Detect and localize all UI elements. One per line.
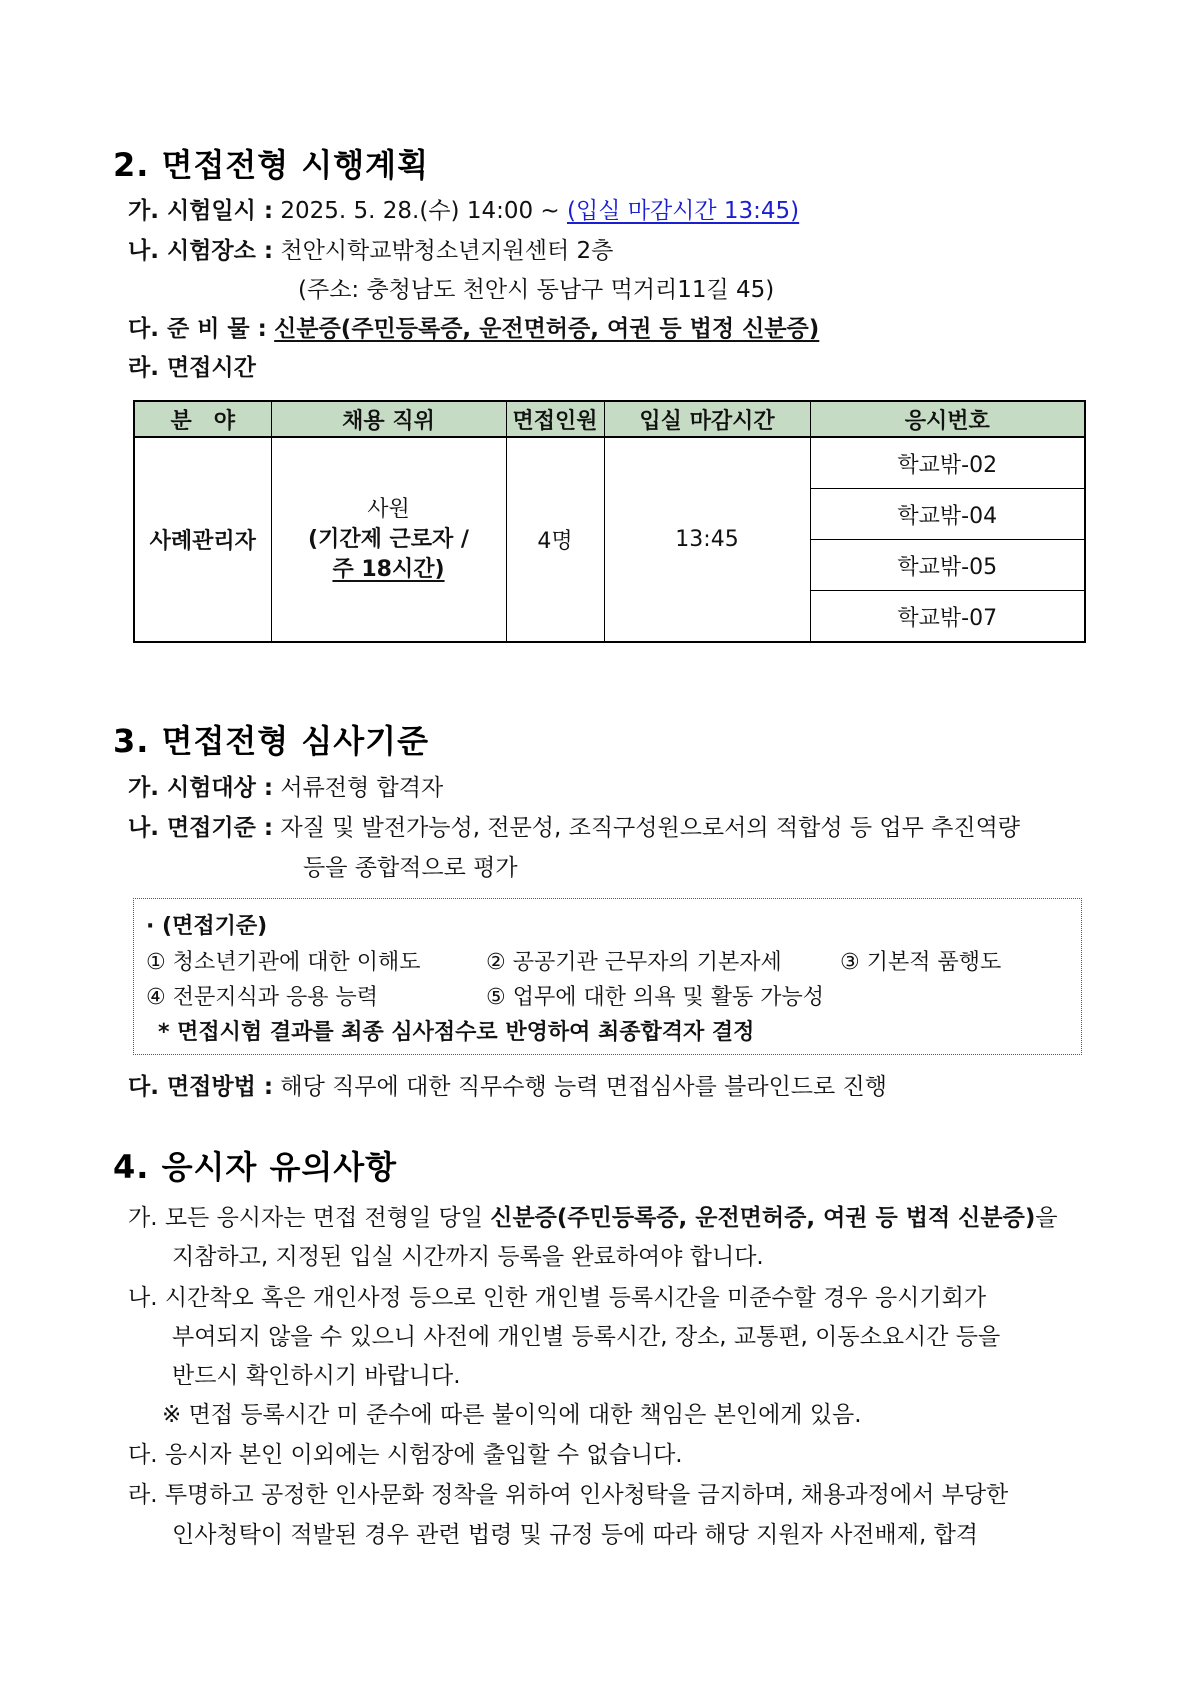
interview-method-label: 다. 면접방법 : <box>128 1074 274 1100</box>
notice-a-line1 <box>128 1203 1058 1233</box>
header-deadline: 입실 마감시간 <box>604 401 810 437</box>
exam-venue-line <box>128 236 613 266</box>
exam-date-value: 2025. 5. 28.(수) 14:00 ~ <box>280 198 567 224</box>
notice-b-line2: 부여되지 않을 수 있으니 사전에 개인별 등록시간, 장소, 교통편, 이동소요시간 등을 <box>172 1324 1001 1350</box>
criteria-item-4: ④ 전문지식과 응용 능력 <box>146 985 378 1010</box>
criteria-item-2: ② 공공기관 근무자의 기본자세 <box>486 950 782 975</box>
exam-date-label: 가. 시험일시 : <box>128 198 274 224</box>
table-header-row <box>134 401 1085 437</box>
notice-a-suffix: 을 <box>1035 1205 1058 1231</box>
prep-items-value: 신분증(주민등록증, 운전면허증, 여권 등 법정 신분증) <box>274 316 820 342</box>
interview-method-value: 해당 직무에 대한 직무수행 능력 면접심사를 블라인드로 진행 <box>280 1074 887 1100</box>
interview-method-line <box>128 1072 887 1102</box>
header-count: 면접인원 <box>506 401 604 437</box>
notice-d-line2: 인사청탁이 적발된 경우 관련 법령 및 규정 등에 따라 해당 지원자 사전배제, 합격 <box>172 1522 979 1548</box>
interview-time-label: 라. 면접시간 <box>128 355 256 381</box>
exam-date-line <box>128 196 799 226</box>
cell-exam-number: 학교밖-05 <box>810 540 1085 591</box>
criteria-item-1: ① 청소년기관에 대한 이해도 <box>146 950 421 975</box>
section3-title: 3. 면접전형 심사기준 <box>113 722 429 760</box>
criteria-note: * 면접시험 결과를 최종 심사점수로 반영하여 최종합격자 결정 <box>158 1020 755 1045</box>
position-line1: 사원 <box>367 496 410 522</box>
criteria-box-heading: · (면접기준) <box>146 914 268 939</box>
position-line2: (기간제 근로자 / <box>308 526 469 552</box>
exam-target-label: 가. 시험대상 : <box>128 775 274 801</box>
notice-c-line1: 다. 응시자 본인 이외에는 시험장에 출입할 수 없습니다. <box>128 1442 683 1468</box>
cell-deadline: 13:45 <box>604 437 810 642</box>
position-line3: 주 18시간) <box>332 556 445 582</box>
criteria-item-3: ③ 기본적 품행도 <box>840 950 1002 975</box>
section2-title: 2. 면접전형 시행계획 <box>113 146 429 184</box>
exam-venue-address: (주소: 충청남도 천안시 동남구 먹거리11길 45) <box>298 277 775 303</box>
notice-b-line1: 나. 시간착오 혹은 개인사정 등으로 인한 개인별 등록시간을 미준수할 경우 응시기회가 <box>128 1285 987 1311</box>
cell-exam-number: 학교밖-04 <box>810 489 1085 540</box>
header-exam-number: 응시번호 <box>810 401 1085 437</box>
notice-b-line3: 반드시 확인하시기 바랍니다. <box>172 1363 461 1389</box>
criteria-box <box>133 898 1082 1055</box>
notice-a-line2: 지참하고, 지정된 입실 시간까지 등록을 완료하여야 합니다. <box>172 1244 764 1270</box>
notice-a-prefix: 가. 모든 응시자는 면접 전형일 당일 <box>128 1205 491 1231</box>
prep-items-line <box>128 314 819 344</box>
exam-target-value: 서류전형 합격자 <box>280 775 444 801</box>
exam-target-line <box>128 773 443 803</box>
criteria-line <box>128 813 1020 843</box>
notice-a-bold: 신분증(주민등록증, 운전면허증, 여권 등 법적 신분증) <box>490 1205 1036 1231</box>
interview-schedule-table <box>133 400 1086 643</box>
cell-count: 4명 <box>506 437 604 642</box>
entry-deadline-note: (입실 마감시간 13:45) <box>567 198 800 224</box>
cell-position <box>271 437 506 642</box>
criteria-label: 나. 면접기준 : <box>128 815 274 841</box>
notice-d-line1: 라. 투명하고 공정한 인사문화 정착을 위하여 인사청탁을 금지하며, 채용과정에서 부당한 <box>128 1482 1009 1508</box>
criteria-item-5: ⑤ 업무에 대한 의욕 및 활동 가능성 <box>486 985 824 1010</box>
criteria-value-line1: 자질 및 발전가능성, 전문성, 조직구성원으로서의 적합성 등 업무 추진역량 <box>280 815 1021 841</box>
criteria-value-line2: 등을 종합적으로 평가 <box>303 855 518 881</box>
table-row <box>134 437 1085 489</box>
cell-exam-number: 학교밖-07 <box>810 591 1085 643</box>
section4-title: 4. 응시자 유의사항 <box>113 1148 398 1186</box>
exam-venue-label: 나. 시험장소 : <box>128 238 274 264</box>
exam-venue-value: 천안시학교밖청소년지원센터 2층 <box>280 238 614 264</box>
notice-b-note: ※ 면접 등록시간 미 준수에 따른 불이익에 대한 책임은 본인에게 있음. <box>162 1402 862 1428</box>
cell-field: 사례관리자 <box>134 437 271 642</box>
prep-items-label: 다. 준 비 물 : <box>128 316 267 342</box>
header-position: 채용 직위 <box>271 401 506 437</box>
cell-exam-number: 학교밖-02 <box>810 437 1085 489</box>
header-field: 분 야 <box>134 401 271 437</box>
